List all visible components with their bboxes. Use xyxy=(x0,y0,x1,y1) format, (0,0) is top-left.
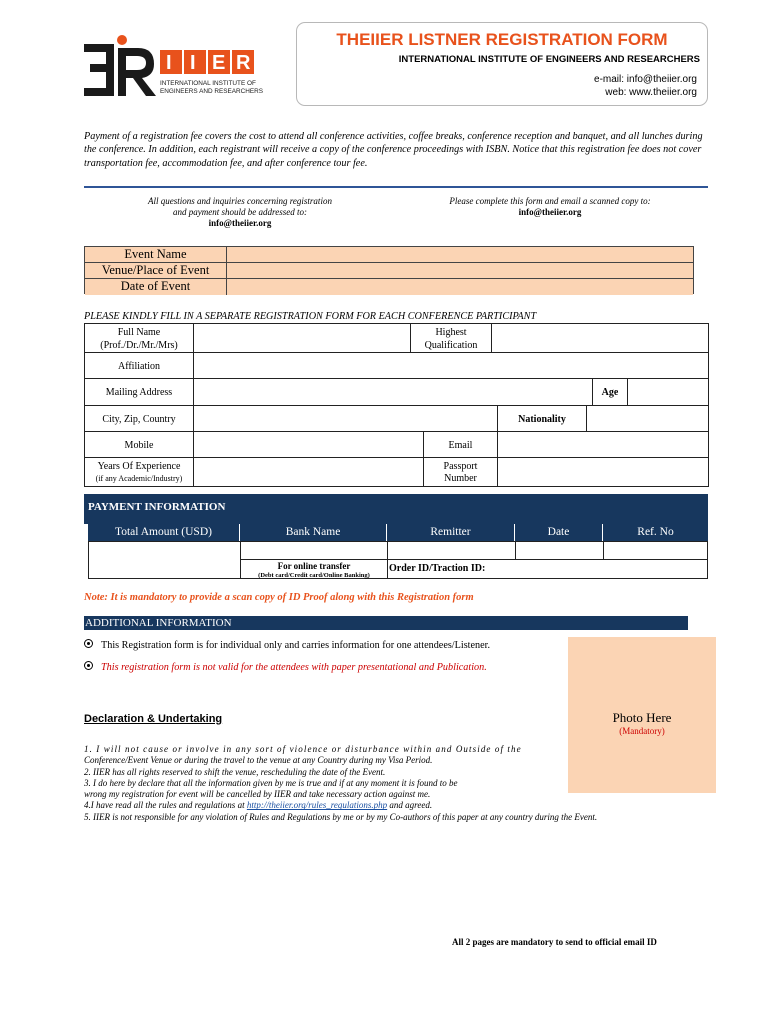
passport-field[interactable] xyxy=(497,457,709,487)
col-total-amount: Total Amount (USD) xyxy=(88,524,240,541)
online-transfer-text: For online transfer xyxy=(277,561,351,571)
declaration-item: Conference/Event Venue or during the travel to the venue at any Country during my Visa Period. xyxy=(84,755,433,766)
event-row xyxy=(85,247,693,263)
nationality-field[interactable] xyxy=(586,405,709,432)
ref-no-field[interactable] xyxy=(603,541,708,560)
rules-link[interactable]: http://theiier.org/rules_regulations.php xyxy=(246,800,388,811)
info-bullet-text: This Registration form is for individual only and carries information for one attendees/Listener. xyxy=(101,640,491,651)
passport-label-line2: Number xyxy=(444,473,477,484)
full-name-label-line1: Full Name xyxy=(117,327,161,338)
event-name-label: Event Name xyxy=(85,247,227,262)
declaration-item: 5. IIER is not responsible for any violation of Rules and Regulations by me or by my Co-authors of this paper at any country during the Event. xyxy=(84,811,598,822)
info-bullet-text: This registration form is not valid for the attendees with paper presentational and Publication. xyxy=(101,662,487,673)
event-venue-field[interactable] xyxy=(227,263,693,278)
photo-mandatory: (Mandatory) xyxy=(619,726,665,736)
inquiries-left-line1: All questions and inquiries concerning registration xyxy=(148,196,332,206)
declaration-item: wrong my registration for event will be cancelled by IIER and take necessary action against me. xyxy=(84,789,431,800)
contact-web: web: www.theiier.org xyxy=(605,87,697,98)
remitter-field[interactable] xyxy=(387,541,516,560)
col-date: Date xyxy=(515,524,603,541)
age-field[interactable] xyxy=(627,378,709,406)
divider xyxy=(84,186,708,188)
city-field[interactable] xyxy=(193,405,498,432)
bullet-icon xyxy=(84,661,93,670)
bullet-icon xyxy=(84,639,93,648)
title-box xyxy=(296,22,708,106)
footer-note: All 2 pages are mandatory to send to official email ID xyxy=(452,937,657,947)
email-label: Email xyxy=(423,431,498,458)
inquiries-left-email: info@theiier.org xyxy=(208,218,272,228)
info-bullet xyxy=(84,661,487,673)
affiliation-field[interactable] xyxy=(193,352,709,379)
declaration-item4-post: and agreed. xyxy=(387,800,433,811)
mobile-label: Mobile xyxy=(84,431,194,458)
mailing-address-field[interactable] xyxy=(193,378,593,406)
svg-text:R: R xyxy=(236,52,251,74)
city-label: City, Zip, Country xyxy=(84,405,194,432)
declaration-item4-pre: 4.I have read all the rules and regulations at xyxy=(84,800,247,811)
event-date-label: Date of Event xyxy=(85,279,227,295)
inquiries-left-line2: and payment should be addressed to: xyxy=(173,207,307,217)
passport-label-line1: Passport xyxy=(443,461,478,472)
nationality-label: Nationality xyxy=(497,405,587,432)
declaration-list xyxy=(84,744,724,823)
col-ref-no: Ref. No xyxy=(603,524,708,541)
info-bullet xyxy=(84,639,490,651)
event-row xyxy=(85,263,693,279)
photo-title: Photo Here xyxy=(612,710,672,725)
logo-caption-2: ENGINEERS AND RESEARCHERS xyxy=(160,88,263,95)
total-amount-field[interactable] xyxy=(88,541,241,579)
logo-caption-1: INTERNATIONAL INSTITUTE OF xyxy=(160,80,256,87)
experience-label-line1: Years Of Experience xyxy=(97,461,181,472)
inquiries-left xyxy=(120,196,360,229)
svg-text:I: I xyxy=(190,52,196,74)
online-transfer-label xyxy=(240,559,388,579)
form-title: THEIIER LISTNER REGISTRATION FORM xyxy=(336,30,668,49)
full-name-field[interactable] xyxy=(193,323,411,353)
svg-text:I: I xyxy=(166,52,172,74)
form-subtitle: INTERNATIONAL INSTITUTE OF ENGINEERS AND RESEARCHERS xyxy=(398,54,700,65)
participant-instruction: PLEASE KINDLY FILL IN A SEPARATE REGISTRATION FORM FOR EACH CONFERENCE PARTICIPANT xyxy=(84,311,537,322)
declaration-item xyxy=(84,800,724,811)
payment-header: PAYMENT INFORMATION xyxy=(84,494,688,518)
declaration-item: 2. IIER has all rights reserved to shift the venue, rescheduling the date of the Event. xyxy=(84,766,386,777)
online-transfer-sub: (Debt card/Credit card/Online Banking) xyxy=(258,572,370,579)
mandatory-id-note: Note: It is mandatory to provide a scan copy of ID Proof along with this Registration form xyxy=(84,592,474,603)
iier-logo xyxy=(80,34,280,100)
declaration-item: 3. I do here by declare that all the information given by me is true and if at any moment it is found to be xyxy=(84,777,458,788)
inquiries-right xyxy=(420,196,680,218)
event-date-field[interactable] xyxy=(227,279,693,295)
inquiries-right-email: info@theiier.org xyxy=(518,207,582,217)
contact-email: e-mail: info@theiier.org xyxy=(594,74,697,85)
qualification-label xyxy=(410,323,492,353)
payment-header-tail xyxy=(688,494,708,518)
passport-label xyxy=(423,457,498,487)
additional-info-header: ADDITIONAL INFORMATION xyxy=(84,616,688,630)
full-name-label-line2: (Prof./Dr./Mr./Mrs) xyxy=(100,340,178,351)
mobile-field[interactable] xyxy=(193,431,424,458)
event-details-table xyxy=(84,246,694,294)
col-remitter: Remitter xyxy=(387,524,515,541)
event-venue-label: Venue/Place of Event xyxy=(85,263,227,278)
age-label: Age xyxy=(592,378,628,406)
bank-name-field[interactable] xyxy=(240,541,388,560)
email-field[interactable] xyxy=(497,431,709,458)
declaration-item: 1. I will not cause or involve in any sort of violence or disturbance within and Outside of the xyxy=(84,744,522,754)
qualification-label-line2: Qualification xyxy=(424,340,478,351)
inquiries-right-line1: Please complete this form and email a scanned copy to: xyxy=(449,196,651,206)
date-field[interactable] xyxy=(515,541,604,560)
qualification-label-line1: Highest xyxy=(435,327,467,338)
col-bank-name: Bank Name xyxy=(240,524,387,541)
declaration-title: Declaration & Undertaking xyxy=(84,713,223,725)
event-name-field[interactable] xyxy=(227,247,693,262)
intro-paragraph: Payment of a registration fee covers the cost to attend all conference activities, coffee breaks, conference reception and banquet, and all lunches during the conference. In addition, each registrant will receive a copy of the conference proceedings with ISBN. Notice that this registration fee does not cover transportation fee, accommodation fee, and after conference tour fee. xyxy=(84,131,703,169)
svg-text:E: E xyxy=(212,52,226,74)
order-id-field[interactable]: Order ID/Traction ID: xyxy=(387,559,708,579)
qualification-field[interactable] xyxy=(491,323,709,353)
event-row xyxy=(85,279,693,295)
experience-label xyxy=(84,457,194,487)
full-name-label xyxy=(84,323,194,353)
experience-field[interactable] xyxy=(193,457,424,487)
experience-label-line2: (if any Academic/Industry) xyxy=(95,474,183,483)
affiliation-label: Affiliation xyxy=(84,352,194,379)
mailing-address-label: Mailing Address xyxy=(84,378,194,406)
